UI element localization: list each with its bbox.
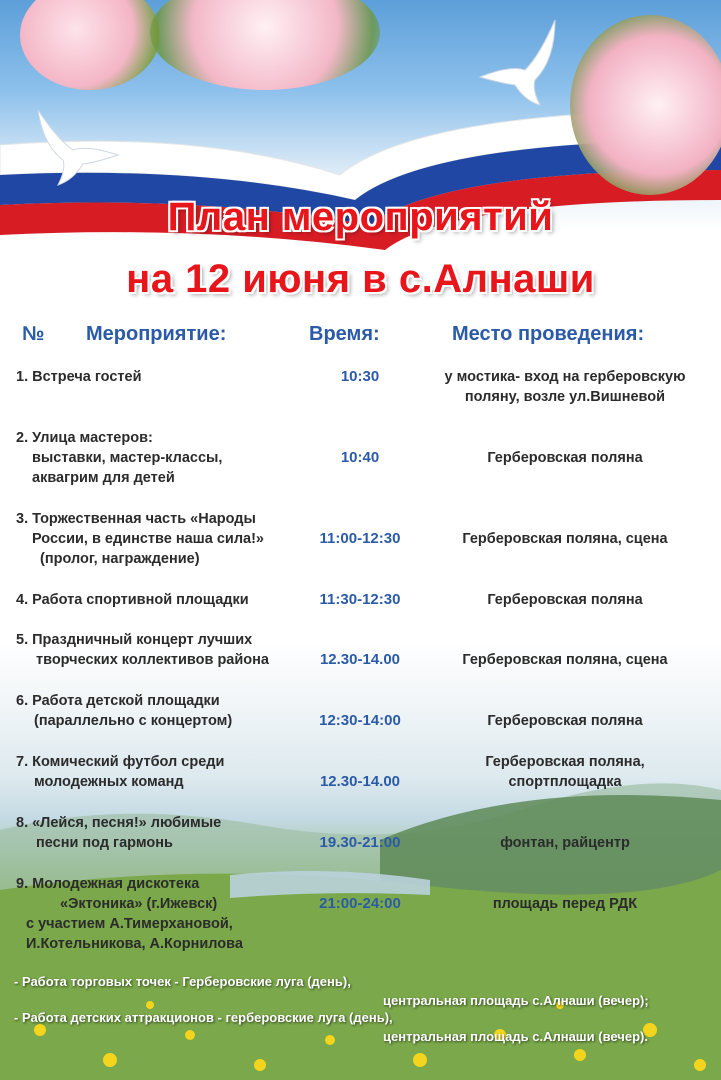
event-line: 3. Торжественная часть «Народы <box>16 511 256 527</box>
schedule-event <box>16 691 316 731</box>
place-line: поляну, возле ул.Вишневой <box>464 389 666 405</box>
event-line: 6. Работа детской площадки <box>16 693 220 709</box>
schedule-time: 12.30-14.00 <box>319 651 401 668</box>
schedule-event <box>16 813 316 853</box>
place-line: Герберовская поляна <box>487 592 643 608</box>
schedule-time: 19.30-21:00 <box>319 834 401 851</box>
schedule-place <box>415 894 715 914</box>
schedule-place <box>415 367 715 407</box>
event-line: «Эктоника» (г.Ижевск) <box>60 896 218 912</box>
place-line: спортплощадка <box>508 774 622 790</box>
event-line: И.Котельникова, А.Корнилова <box>26 936 243 952</box>
schedule-place <box>415 448 715 468</box>
schedule-place <box>415 752 715 792</box>
event-line: (пролог, награждение) <box>40 551 200 567</box>
event-line: аквагрим для детей <box>32 470 175 486</box>
event-line: 8. «Лейся, песня!» любимые <box>16 815 222 831</box>
header-time: Время: <box>309 323 380 345</box>
place-line: площадь перед РДК <box>492 896 638 912</box>
header-event: Мероприятие: <box>86 323 227 345</box>
page-title: План мероприятий <box>167 195 554 239</box>
place-line: фонтан, райцентр <box>500 835 630 851</box>
note-line: - Работа торговых точек - Герберовские луга (день), <box>14 974 351 989</box>
schedule-time: 12.30-14.00 <box>319 773 401 790</box>
schedule-place <box>415 711 715 731</box>
schedule-event <box>16 874 316 954</box>
schedule-event <box>16 630 316 670</box>
event-line: 2. Улица мастеров: <box>16 430 153 446</box>
dove-icon <box>28 100 128 190</box>
header-number: № <box>22 323 45 345</box>
place-line: Герберовская поляна <box>487 450 643 466</box>
event-line: с участием А.Тимерхановой, <box>26 916 233 932</box>
schedule-place <box>415 529 715 549</box>
place-line: Герберовская поляна <box>487 713 643 729</box>
note-line: центральная площадь с.Алнаши (вечер). <box>383 1029 648 1044</box>
note-line: центральная площадь с.Алнаши (вечер); <box>383 993 649 1008</box>
place-line: Герберовская поляна, сцена <box>462 652 668 668</box>
event-line: России, в единстве наша сила!» <box>32 531 264 547</box>
schedule-time: 10:40 <box>340 449 380 466</box>
dove-icon <box>470 15 570 110</box>
event-line: 1. Встреча гостей <box>16 369 142 385</box>
schedule-time: 12:30-14:00 <box>319 712 401 729</box>
event-line: творческих коллективов района <box>36 652 269 668</box>
schedule-place <box>415 650 715 670</box>
schedule-event <box>16 752 316 792</box>
event-line: молодежных команд <box>34 774 184 790</box>
schedule-time: 10:30 <box>340 368 380 385</box>
schedule-time: 11:00-12:30 <box>319 530 401 547</box>
schedule-time: 21:00-24:00 <box>319 895 401 912</box>
page-subtitle: на 12 июня в с.Алнаши <box>126 257 595 301</box>
place-line: Герберовская поляна, сцена <box>462 531 668 547</box>
event-line: 4. Работа спортивной площадки <box>16 592 249 608</box>
place-line: у мостика- вход на герберовскую <box>444 369 686 385</box>
schedule-event <box>16 590 316 610</box>
apple-blossom-icon <box>570 15 721 195</box>
event-line: 7. Комический футбол среди <box>16 754 225 770</box>
schedule-event <box>16 367 316 387</box>
schedule-time: 11:30-12:30 <box>319 591 401 608</box>
note-line: - Работа детских аттракционов - герберовские луга (день), <box>14 1010 393 1025</box>
schedule-place <box>415 590 715 610</box>
event-line: 9. Молодежная дискотека <box>16 876 200 892</box>
place-line: Герберовская поляна, <box>485 754 645 770</box>
header-place: Место проведения: <box>452 323 645 345</box>
schedule-event <box>16 509 316 569</box>
event-line: выставки, мастер-классы, <box>32 450 223 466</box>
schedule-place <box>415 833 715 853</box>
schedule-event <box>16 428 316 488</box>
event-line: 5. Праздничный концерт лучших <box>16 632 253 648</box>
event-line: (параллельно с концертом) <box>34 713 233 729</box>
event-line: песни под гармонь <box>36 835 173 851</box>
